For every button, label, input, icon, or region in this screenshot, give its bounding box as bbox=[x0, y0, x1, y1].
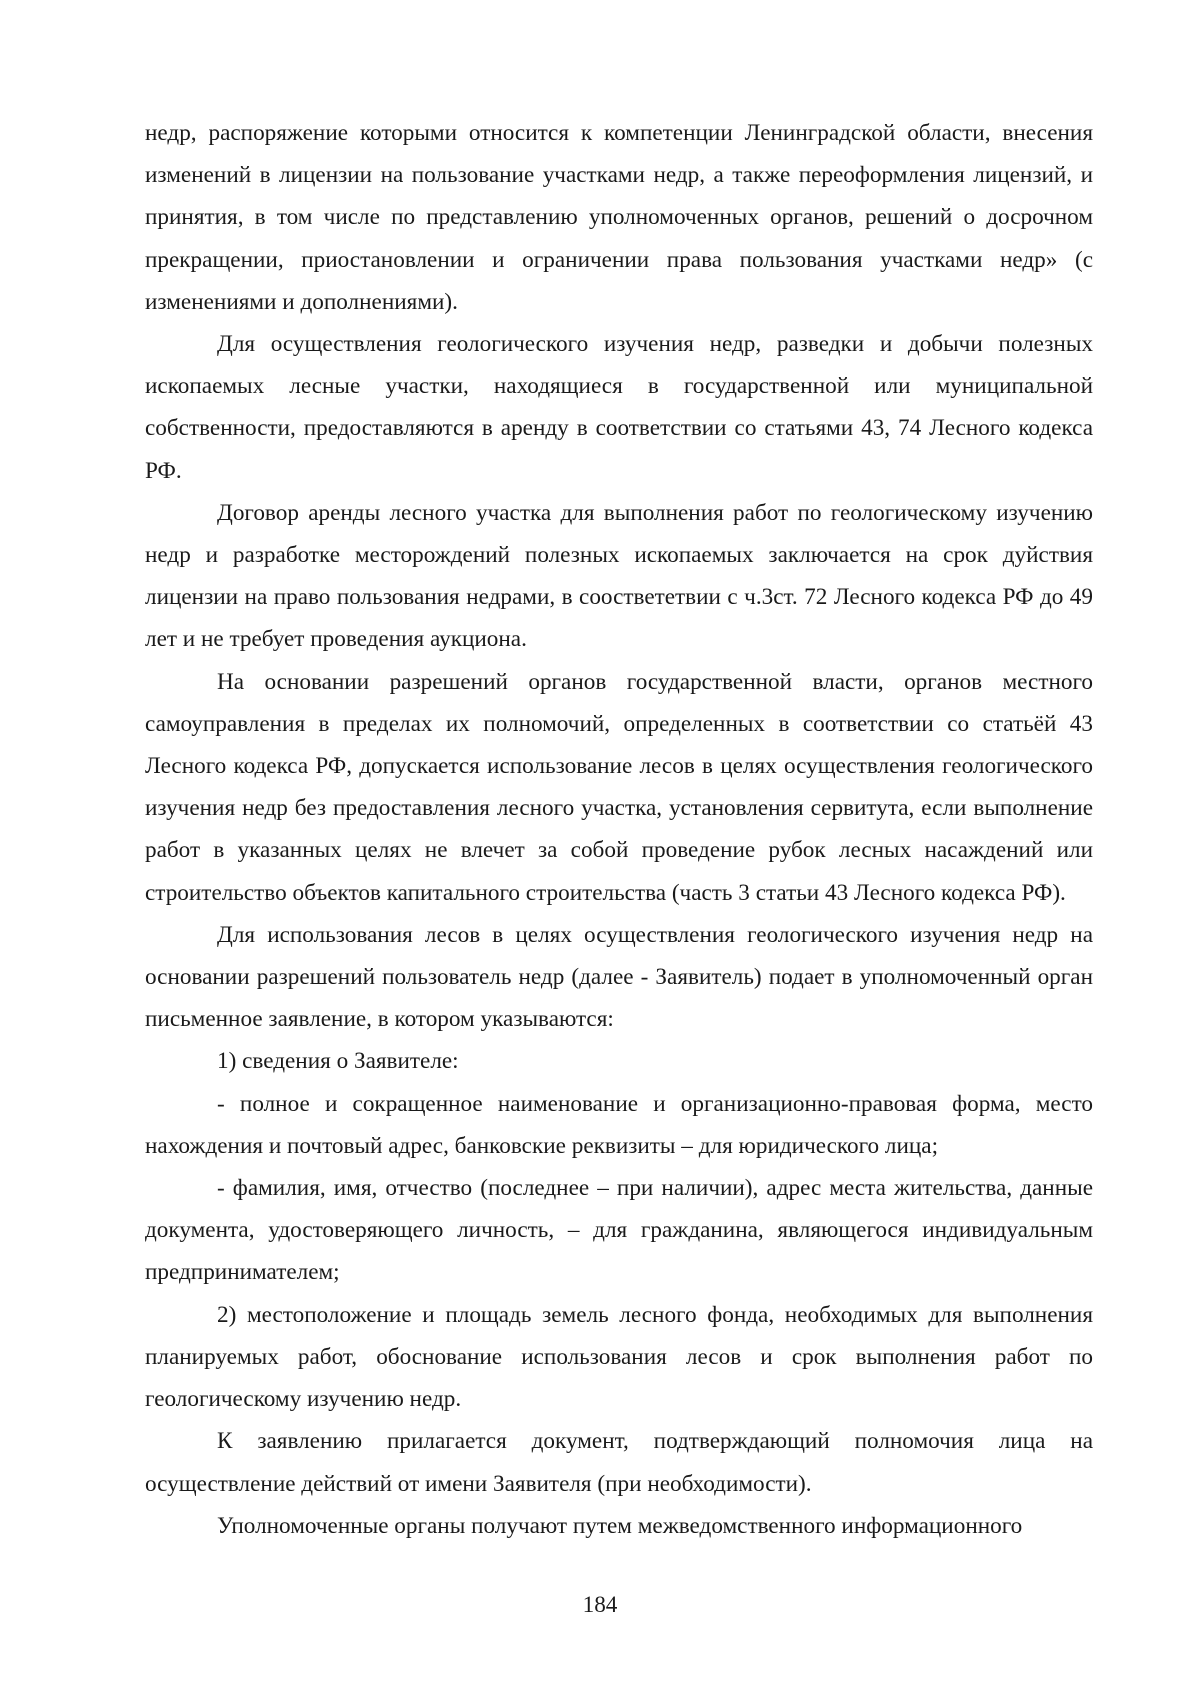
paragraph: Договор аренды лесного участка для выполнения работ по геологическому изучению недр и разработке месторождений полезных ископаемых заключается на срок дуйствия лицензии на право пользования недрами, в сооствететвии с ч.3ст. 72 Лесного кодекса РФ до 49 лет и не требует проведения аукциона. bbox=[145, 499, 1093, 653]
paragraph: Для использования лесов в целях осуществления геологического изучения недр на основании разрешений пользователь недр (далее - Заявитель) подает в уполномоченный орган письменное заявление, в котором указываются: bbox=[145, 921, 1093, 1033]
paragraph: На основании разрешений органов государственной власти, органов местного самоуправления в пределах их полномочий, определенных в соответствии со статьёй 43 Лесного кодекса РФ, допускается использование лесов в целях осуществления геологического изучения недр без предоставления лесного участка, установления сервитута, если выполнение работ в указанных целях не влечет за собой проведение рубок лесных насаждений или строительство объектов капитального строительства (часть 3 статьи 43 Лесного кодекса РФ). bbox=[145, 668, 1093, 906]
list-item: - фамилия, имя, отчество (последнее – при наличии), адрес места жительства, данные документа, удостоверяющего личность, – для гражданина, являющегося индивидуальным предпринимателем; bbox=[145, 1175, 1093, 1286]
list-item: 2) местоположение и площадь земель лесного фонда, необходимых для выполнения планируемых работ, обоснование использования лесов и срок выполнения работ по геологическому изучению недр. bbox=[145, 1301, 1093, 1413]
paragraph: Для осуществления геологического изучения недр, разведки и добычи полезных ископаемых лесные участки, находящиеся в государственной или муниципальной собственности, предоставляются в аренду в соответствии со статьями 43, 74 Лесного кодекса РФ. bbox=[145, 331, 1093, 484]
paragraph: недр, распоряжение которыми относится к компетенции Ленинградской области, внесения изменений в лицензии на пользование участками недр, а также переоформления лицензий, и принятия, в том числе по представлению уполномоченных органов, решений о досрочном прекращении, приостановлении и ограничении права пользования участками недр» (с изменениями и дополнениями). bbox=[145, 120, 1093, 315]
paragraph: К заявлению прилагается документ, подтверждающий полномочия лица на осуществление действий от имени Заявителя (при необходимости). bbox=[145, 1428, 1093, 1497]
document-body bbox=[145, 112, 1093, 1547]
list-item: 1) сведения о Заявителе: bbox=[217, 1048, 459, 1075]
page-number: 184 bbox=[582, 1592, 618, 1618]
paragraph: Уполномоченные органы получают путем межведомственного информационного bbox=[217, 1512, 1023, 1539]
list-item: - полное и сокращенное наименование и организационно-правовая форма, место нахождения и почтовый адрес, банковские реквизиты – для юридического лица; bbox=[145, 1090, 1093, 1159]
